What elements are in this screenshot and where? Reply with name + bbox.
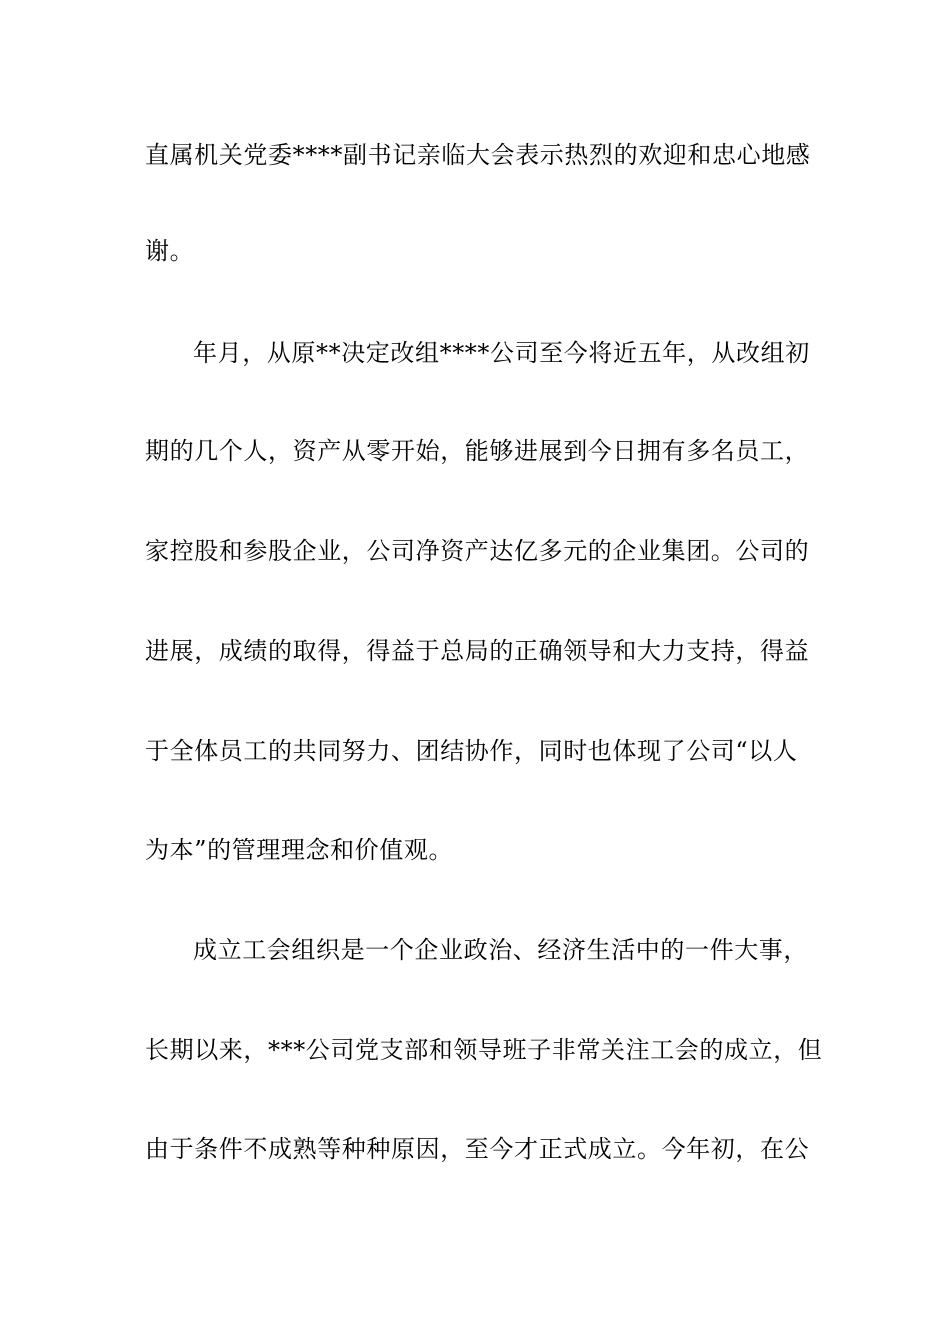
text-line: 期的几个人，资产从零开始，能够进展到今日拥有多名员工， <box>145 437 810 465</box>
text-line: 长期以来，***公司党支部和领导班子非常关注工会的成立，但 <box>145 1036 823 1064</box>
text-line: 家控股和参股企业，公司净资产达亿多元的企业集团。公司的 <box>145 537 810 565</box>
paragraph-start-line: 年月，从原**决定改组****公司至今将近五年，从改组初 <box>193 339 810 367</box>
text-line: 进展，成绩的取得，得益于总局的正确领导和大力支持，得益 <box>145 637 810 665</box>
paragraph-start-line: 成立工会组织是一个企业政治、经济生活中的一件大事， <box>193 936 808 964</box>
text-line: 于全体员工的共同努力、团结协作，同时也体现了公司“以人 <box>145 737 798 765</box>
text-line: 谢。 <box>145 237 195 265</box>
text-line: 直属机关党委****副书记亲临大会表示热烈的欢迎和忠心地感 <box>145 141 811 169</box>
text-line: 由于条件不成熟等种种原因，至今才正式成立。今年初，在公 <box>145 1135 810 1163</box>
text-line: 为本”的管理理念和价值观。 <box>145 836 454 864</box>
